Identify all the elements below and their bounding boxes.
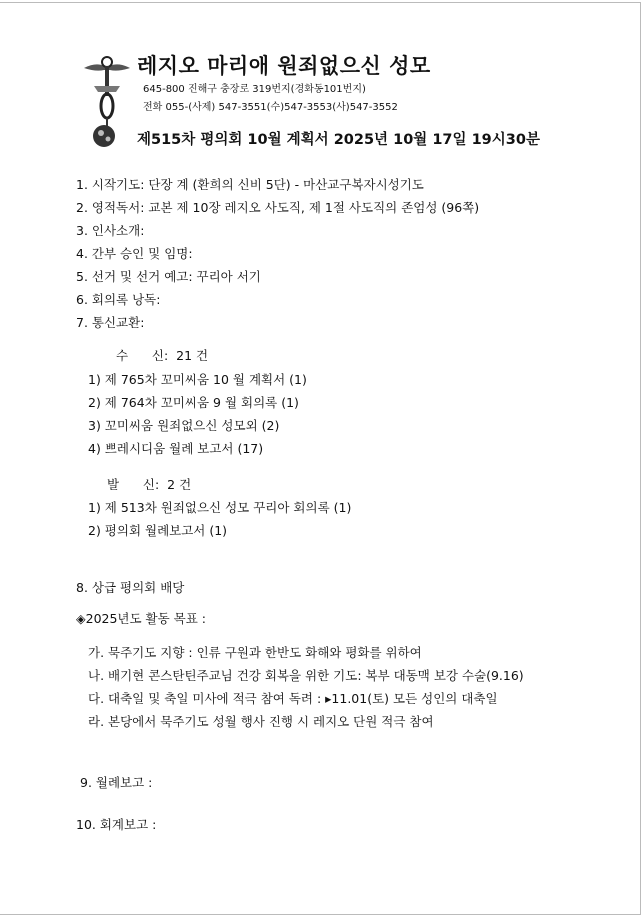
received-item: 1) 제 765차 꼬미씨움 10 월 계획서 (1) xyxy=(88,372,307,387)
agenda-item: 3. 인사소개: xyxy=(76,223,145,238)
goal-item: 나. 배기현 콘스탄틴주교님 건강 회복을 위한 기도: 복부 대동맥 보강 수술(9.16) xyxy=(88,668,524,683)
received-item: 2) 제 764차 꼬미씨움 9 월 회의록 (1) xyxy=(88,395,299,410)
agenda-item: 4. 간부 승인 및 임명: xyxy=(76,246,193,261)
received-item: 4) 쁘레시디움 월례 보고서 (17) xyxy=(88,441,264,456)
sent-item: 2) 평의회 월례보고서 (1) xyxy=(88,523,228,538)
agenda-item: 6. 회의록 낭독: xyxy=(76,292,161,307)
agenda-item: 2. 영적독서: 교본 제 10장 레지오 사도직, 제 1절 사도직의 존엄성 (96쪽) xyxy=(76,200,480,215)
agenda-item: 5. 선거 및 선거 예고: 꾸리아 서기 xyxy=(76,269,261,284)
goal-item: 라. 본당에서 묵주기도 성월 행사 진행 시 레지오 단원 적극 참여 xyxy=(88,714,434,729)
sent-item: 1) 제 513차 원죄없으신 성모 꾸리아 회의록 (1) xyxy=(88,500,352,515)
section-10: 10. 회계보고 : xyxy=(76,817,157,832)
legion-emblem-logo xyxy=(82,48,132,148)
received-item: 3) 꼬미씨움 원죄없으신 성모외 (2) xyxy=(88,418,280,433)
agenda-item: 7. 통신교환: xyxy=(76,315,145,330)
address: 645-800 진해구 충장로 319번지(경화동101번지) xyxy=(143,84,366,95)
goal-item: 가. 묵주기도 지향 : 인류 구원과 한반도 화해와 평화를 위하여 xyxy=(88,645,422,660)
goal-item: 다. 대축일 및 축일 미사에 적극 참여 독려 : ▸11.01(토) 모든 성인의 대축일 xyxy=(88,691,498,706)
agenda-item: 1. 시작기도: 단장 계 (환희의 신비 5단) - 마산교구복자시성기도 xyxy=(76,177,424,192)
meeting-heading: 제515차 평의회 10월 계획서 2025년 10월 17일 19시30분 xyxy=(137,132,540,148)
sent-heading: 발 신: 2 건 xyxy=(107,477,192,492)
received-heading: 수 신: 21 건 xyxy=(116,348,209,363)
section-9: 9. 월례보고 : xyxy=(80,775,153,790)
organization-title: 레지오 마리애 원죄없으신 성모 xyxy=(137,54,431,78)
section-8: 8. 상급 평의회 배당 xyxy=(76,580,185,595)
goals-heading: ◈2025년도 활동 목표 : xyxy=(76,611,207,626)
phone-numbers: 전화 055-(사제) 547-3551(수)547-3553(사)547-3552 xyxy=(143,102,398,113)
